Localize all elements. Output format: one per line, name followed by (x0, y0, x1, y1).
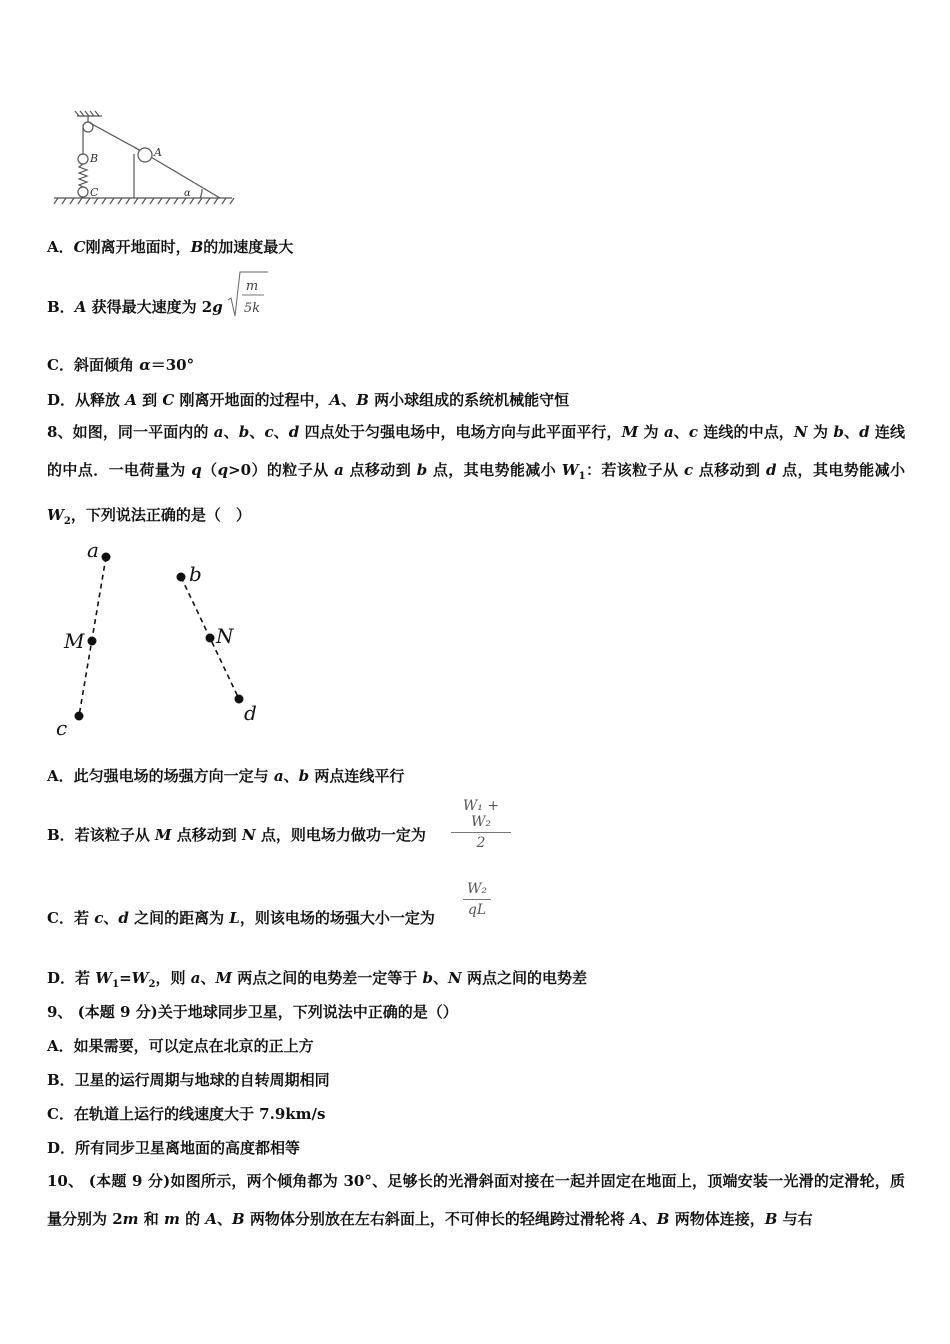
q8-stem: 8、如图，同一平面内的 a、b、c、d 四点处于匀强电场中，电场方向与此平面平行，M 为 a、c 连线的中点，N 为 b、d 连线的中点．一电荷量为 q（q>0）的粒子从 a 点移动到 b 点，其电势能减小 $W_1$：若该粒子从 c 点移动到 d 点，其电势能减小 $W_2$，下列说法正确的是（ ） (47, 423, 905, 527)
fig8-point-d (235, 695, 244, 704)
fig8-label-b: b (189, 562, 202, 586)
q8-option-c: C．若 c、d 之间的距离为 L，则该电场的场强大小一定为 (47, 909, 435, 927)
q7-sqrt-den: 5k (243, 301, 261, 316)
fig8-label-M: M (64, 629, 85, 653)
q8-option-b: B．若该粒子从 M 点移动到 N 点，则电场力做功一定为 (47, 826, 426, 844)
q7-option-a: A．C刚离开地面时，B的加速度最大 (47, 238, 294, 256)
q8-option-c-fraction (463, 881, 491, 918)
q7-option-c: C．斜面倾角 α＝30° (47, 356, 195, 374)
q8-option-a: A．此匀强电场的场强方向一定与 a、b 两点连线平行 (47, 767, 405, 785)
fig8-point-c (75, 712, 84, 721)
fig8-point-M (88, 637, 97, 646)
fig8-point-a (102, 553, 111, 562)
q8-option-b-fraction (451, 798, 511, 851)
q7-option-b: B．A 获得最大速度为 2g (47, 298, 223, 316)
fig8-label-d: d (244, 701, 257, 725)
q10-stem: 10、 (本题 9 分)如图所示，两个倾角都为 30°、足够长的光滑斜面对接在一起并固定在地面上，顶端安装一光滑的定滑轮，质量分别为 2m 和 m 的 A、B 两物体分别放在左右斜面上，不可伸长的轻绳跨过滑轮将 A、B 两物体连接，B 与右 (47, 1172, 905, 1228)
fig7-label-A: A (154, 146, 162, 159)
fig8-label-N: N (216, 624, 234, 648)
q9-option-c: C．在轨道上运行的线速度大于 7.9km/s (47, 1105, 326, 1123)
figure-q7-incline-pulley (50, 110, 240, 210)
q9-option-d: D．所有同步卫星离地面的高度都相等 (47, 1139, 301, 1157)
fig7-label-alpha: α (184, 188, 191, 199)
q9-option-a: A．如果需要，可以定点在北京的正上方 (47, 1037, 314, 1055)
fig7-label-B: B (90, 152, 99, 165)
q9-option-b: B．卫星的运行周期与地球的自转周期相同 (47, 1071, 330, 1089)
figure-q8-points (50, 535, 280, 745)
fig7-label-C: C (90, 186, 99, 199)
fig8-label-a: a (87, 538, 99, 562)
fig8-point-N (206, 634, 215, 643)
fig8-label-c: c (56, 716, 68, 740)
q8-b-frac-den: 2 (476, 835, 486, 851)
q7-option-b-sqrt (226, 270, 270, 322)
fig8-point-b (177, 573, 186, 582)
q7-option-d: D．从释放 A 到 C 刚离开地面的过程中，A、B 两小球组成的系统机械能守恒 (47, 391, 570, 409)
q9-stem: 9、 (本题 9 分)关于地球同步卫星，下列说法中正确的是（） (47, 1003, 458, 1021)
q8-c-frac-den: qL (467, 902, 487, 918)
q7-sqrt-num: m (245, 279, 259, 294)
q8-option-d: D．若 $W_1=W_2$，则 a、M 两点之间的电势差一定等于 b、N 两点之间的电势差 (47, 969, 587, 990)
q8-c-frac-num: W₂ (466, 881, 487, 897)
q8-b-frac-num: W₁ + W₂ (462, 798, 500, 830)
